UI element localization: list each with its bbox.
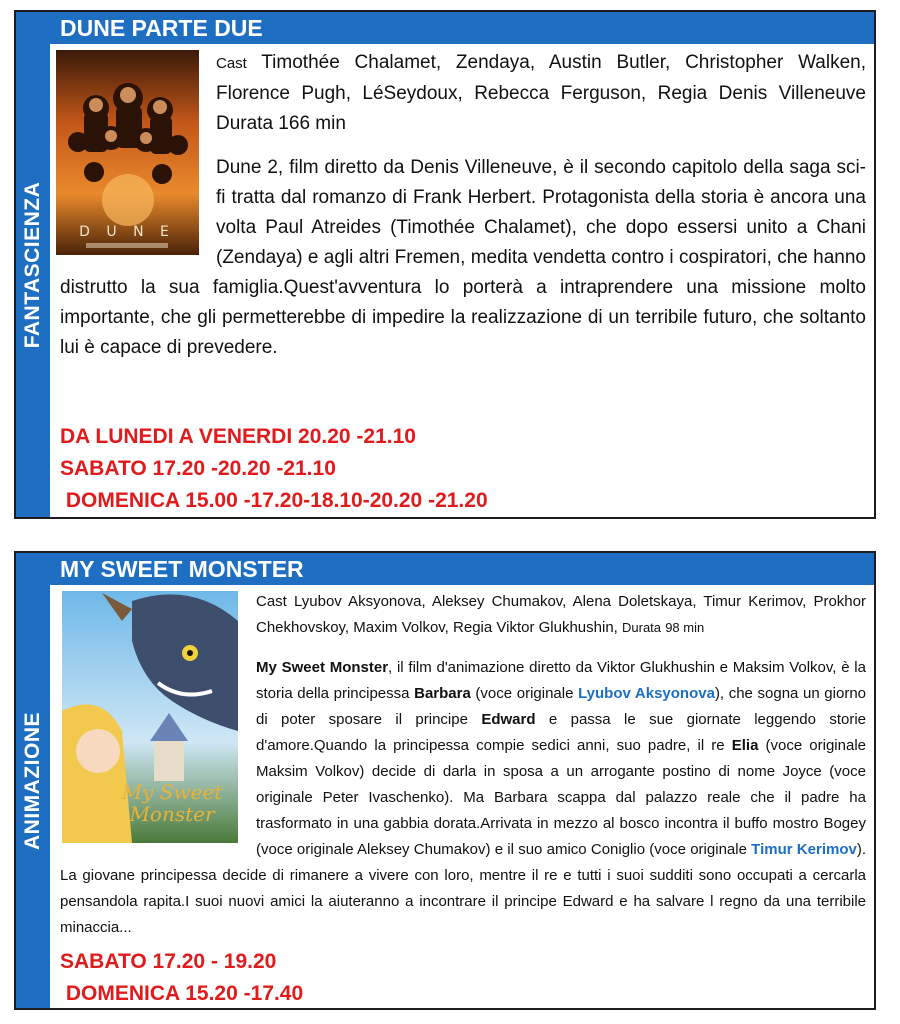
movie-card-dune bbox=[14, 10, 876, 519]
synopsis-text: e passa le sue giornate leggendo storie d'amore.Quando la principessa compie sedici anni, suo padre, il re bbox=[256, 711, 867, 754]
movie-title: DUNE PARTE DUE bbox=[50, 12, 874, 44]
movie-info bbox=[60, 48, 866, 363]
synopsis-name-lyubov: Lyubov Aksyonova bbox=[578, 685, 715, 702]
movie-card-my-sweet-monster bbox=[14, 551, 876, 1010]
svg-text:My Sweet: My Sweet bbox=[121, 780, 223, 804]
synopsis-name-edward: Edward bbox=[481, 711, 536, 728]
duration-value: 98 min bbox=[665, 620, 705, 635]
schedule-sunday: DOMENICA 15.00 -17.20-18.10-20.20 -21.20 bbox=[60, 489, 488, 512]
synopsis-name-barbara: Barbara bbox=[414, 685, 471, 702]
synopsis-name-timur: Timur Kerimov bbox=[751, 841, 857, 858]
credits-text: Timothée Chalamet, Zendaya, Austin Butler, Christopher Walken, Florence Pugh, LéSeydoux, Rebecca Ferguson, Regia Denis Villeneuve Durata 166 min bbox=[216, 52, 866, 134]
credits-text: Cast Lyubov Aksyonova, Aleksey Chumakov, Alena Doletskaya, Timur Kerimov, Prokhor Chekhovskoy, Maxim Volkov, Regia Viktor Glukhushin, bbox=[256, 593, 866, 636]
movie-title: MY SWEET MONSTER bbox=[50, 553, 874, 585]
schedule-saturday: SABATO 17.20 - 19.20 bbox=[60, 950, 277, 973]
svg-text:D U N E: D U N E bbox=[79, 224, 175, 240]
synopsis-text: (voce originale bbox=[470, 685, 579, 702]
synopsis: Dune 2, film diretto da Denis Villeneuve, è il secondo capitolo della saga sci-fi tratta dal romanzo di Frank Herbert. Protagonista della storia è ancora una volta Paul Atreides (Timothée Chalamet), che dopo essersi unito a Chani (Zendaya) e agli altri Fremen, medita vendetta contro i cospiratori, che hanno distrutto la sua famiglia.Quest'avventura lo porterà a intraprendere una missione molto importante, che gli permetterebbe di impedire la realizzazione di un terribile futuro, che soltanto lui è capace di prevedere. bbox=[60, 157, 866, 358]
duration-label: Durata bbox=[622, 620, 662, 635]
synopsis-name-elia: Elia bbox=[731, 737, 759, 754]
synopsis-text: ). La giovane principessa decide di rimanere a vivere con loro, mentre il re e tutti i suoi sudditi sono occupati a cercarla pensandola rapita.I suoi nuovi amici la aiuteranno a incontrare il principe Edward e ha salvare l regno da una terribile minaccia... bbox=[60, 841, 866, 936]
cast-label: Cast bbox=[216, 55, 247, 72]
schedule-weekdays: DA LUNEDI A VENERDI 20.20 -21.10 bbox=[60, 425, 416, 448]
synopsis-text: ), che sogna un giorno di poter sposare il principe bbox=[256, 685, 867, 728]
synopsis-title: My Sweet Monster bbox=[256, 659, 389, 676]
synopsis-text: (voce originale Maksim Volkov) decide di darla in sposa a un arrogante postino di nome Joyce (voce originale Peter Ivaschenko). Ma Barbara scappa dal palazzo reale che il padre ha trasformato in una gabbia dorata.Arrivata in mezzo al bosco incontra il buffo mostro Bogey (voce originale Aleksey Chumakov) e il suo amico Coniglio (voce originale bbox=[256, 737, 866, 858]
schedule-saturday: SABATO 17.20 -20.20 -21.10 bbox=[60, 457, 336, 480]
schedule-sunday: DOMENICA 15.20 -17.40 bbox=[60, 982, 304, 1005]
synopsis-text: , il film d'animazione diretto da Viktor Glukhushin e Maksim Volkov, è la storia della principessa bbox=[256, 659, 866, 702]
genre-label: FANTASCIENZA bbox=[16, 12, 50, 517]
svg-text:Monster: Monster bbox=[129, 802, 215, 826]
movie-info bbox=[60, 589, 866, 941]
genre-label: ANIMAZIONE bbox=[16, 553, 50, 1008]
